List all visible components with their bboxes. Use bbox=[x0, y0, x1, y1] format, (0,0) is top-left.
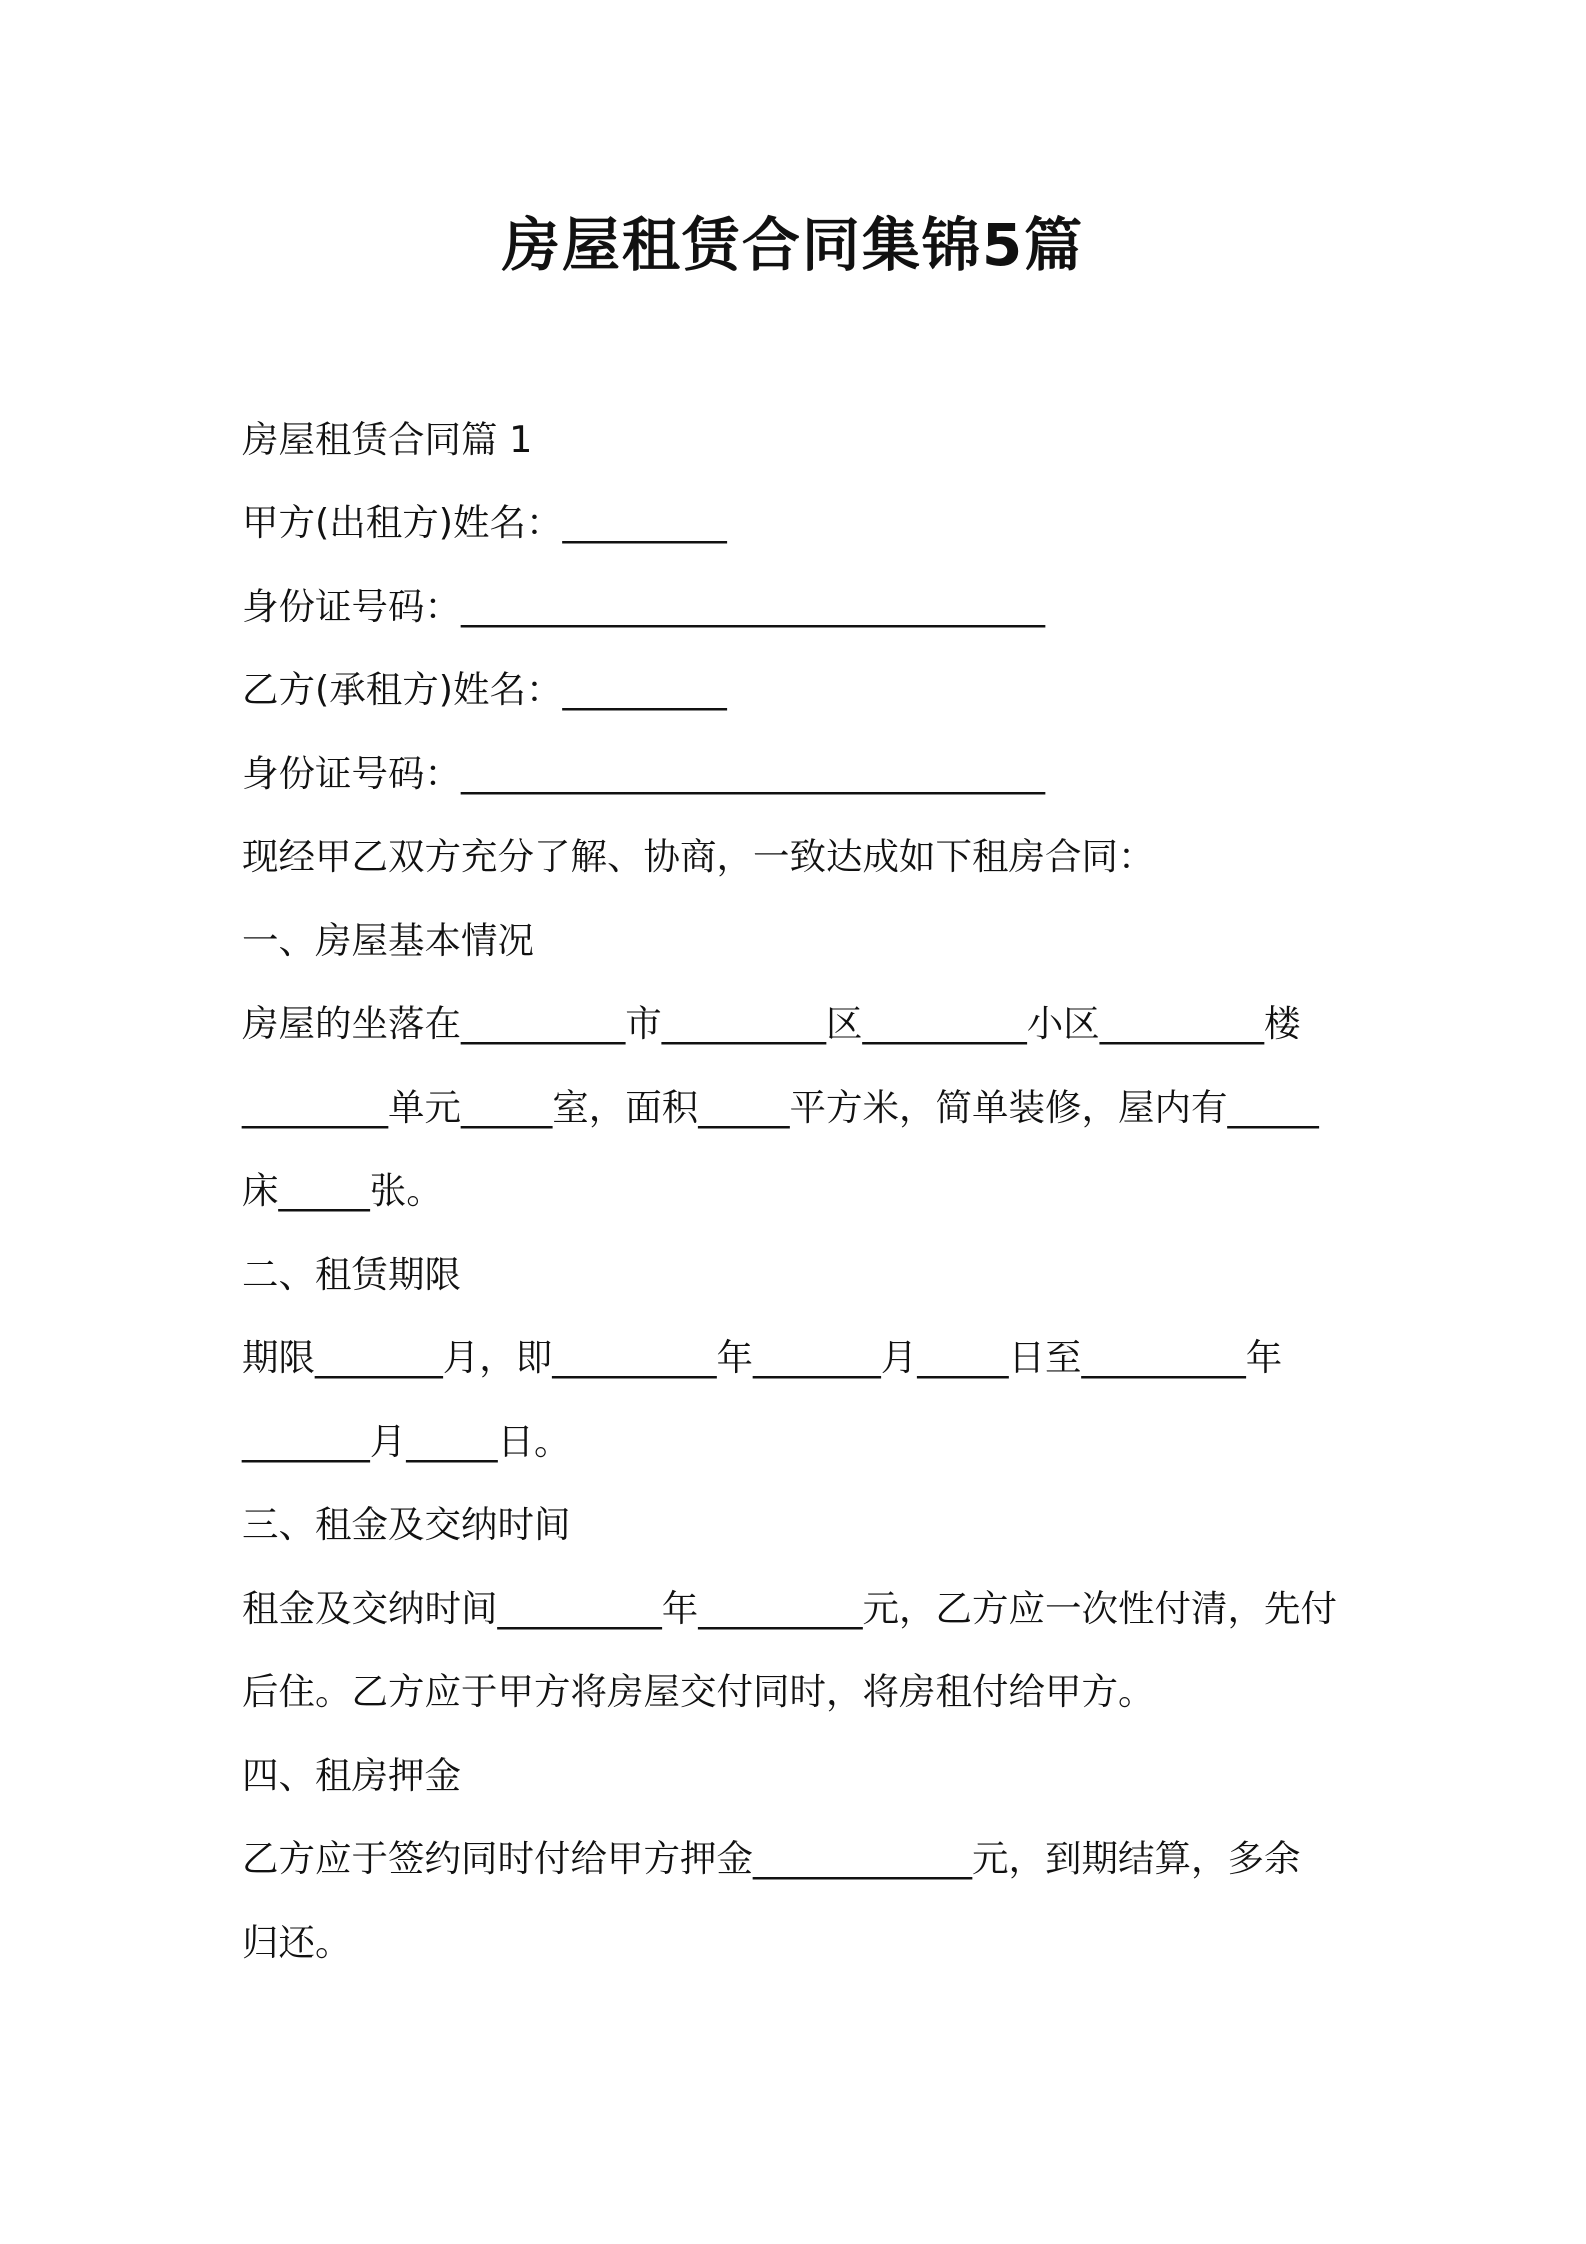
landlord-name-line: 甲方(出租方)姓名：_________ bbox=[242, 501, 727, 544]
paragraph-line: 床_____张。 bbox=[242, 1169, 443, 1212]
section-heading-2: 二、租赁期限 bbox=[242, 1253, 461, 1296]
paragraph-line: ________单元_____室，面积_____平方米，简单装修，屋内有_____ bbox=[242, 1086, 1319, 1129]
paragraph-line: 租金及交纳时间_________年_________元，乙方应一次性付清，先付 bbox=[242, 1587, 1337, 1630]
paragraph-line: 归还。 bbox=[242, 1921, 352, 1964]
tenant-id-line: 身份证号码：________________________________ bbox=[242, 752, 1045, 795]
paragraph-line: 期限_______月，即_________年_______月_____日至_________年 bbox=[242, 1336, 1283, 1379]
document-title: 房屋租赁合同集锦5篇 bbox=[501, 211, 1085, 279]
section-heading-1: 一、房屋基本情况 bbox=[242, 919, 534, 962]
paragraph-line: 乙方应于签约同时付给甲方押金____________元，到期结算，多余 bbox=[242, 1837, 1301, 1880]
section-heading-3: 三、租金及交纳时间 bbox=[242, 1503, 571, 1546]
landlord-id-line: 身份证号码：________________________________ bbox=[242, 585, 1045, 628]
paragraph-line: 房屋的坐落在_________市_________区_________小区_________楼 bbox=[242, 1002, 1301, 1045]
section-heading-4: 四、租房押金 bbox=[242, 1754, 461, 1797]
section-heading-contract-1: 房屋租赁合同篇 1 bbox=[242, 418, 533, 461]
tenant-name-line: 乙方(承租方)姓名：_________ bbox=[242, 668, 727, 711]
intro-paragraph: 现经甲乙双方充分了解、协商，一致达成如下租房合同： bbox=[242, 835, 1155, 878]
paragraph-line: _______月_____日。 bbox=[242, 1420, 571, 1463]
paragraph-line: 后住。乙方应于甲方将房屋交付同时，将房租付给甲方。 bbox=[242, 1670, 1155, 1713]
